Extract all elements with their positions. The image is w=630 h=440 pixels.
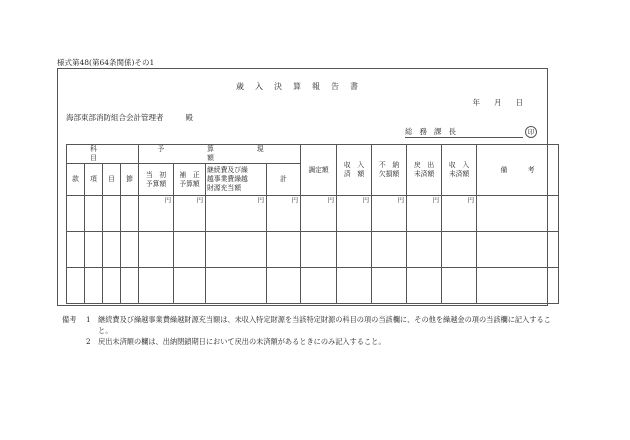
header-funou-kesson: 不 納 欠損額 — [372, 145, 407, 196]
header-kou: 項 — [85, 164, 103, 196]
yen-unit: 円 — [267, 196, 301, 232]
cell — [103, 196, 121, 232]
cell — [407, 268, 442, 304]
addressee-line — [66, 112, 193, 123]
report-frame — [57, 68, 548, 306]
date-line — [473, 97, 524, 108]
cell — [477, 196, 559, 232]
header-kei: 計 — [267, 164, 301, 196]
table-row — [67, 268, 559, 304]
date-month-label: 月 — [494, 98, 502, 107]
cell — [67, 196, 85, 232]
header-tousho: 当 初 予算額 — [139, 164, 174, 196]
notes-label: 備考 — [62, 315, 77, 324]
cell — [121, 232, 139, 268]
cell — [121, 196, 139, 232]
note-number: 1 — [86, 315, 91, 324]
header-moku: 目 — [103, 164, 121, 196]
note-text: 戻出未済額の欄は、出納閉鎖期日において戻出の未済額があるときにのみ記入すること。 — [98, 337, 386, 346]
cell — [267, 268, 301, 304]
cell — [121, 268, 139, 304]
header-keizoku: 継続費及び繰 越事業費繰越 財源充当額 — [206, 164, 267, 196]
note-text: 継続費及び繰越事業費繰越財源充当額は、未収入特定財源を当該特定財源の科目の項の当該欄に、その他を繰越金の項の当該欄に記入すること。 — [98, 315, 551, 335]
cell — [85, 268, 103, 304]
seal-icon: 印 — [525, 126, 537, 138]
cell — [372, 268, 407, 304]
signer-line — [405, 126, 537, 138]
cell — [174, 232, 206, 268]
note-item — [62, 314, 562, 336]
note-item — [62, 336, 562, 347]
notes-section — [62, 314, 562, 347]
header-choutei: 調定額 — [301, 145, 337, 196]
cell — [442, 232, 477, 268]
yen-unit: 円 — [174, 196, 206, 232]
yen-unit: 円 — [407, 196, 442, 232]
cell — [407, 232, 442, 268]
cell — [267, 232, 301, 268]
cell — [442, 268, 477, 304]
cell — [477, 268, 559, 304]
settlement-table — [66, 144, 559, 304]
cell — [301, 232, 337, 268]
header-bikou: 備 考 — [477, 145, 559, 196]
cell — [139, 268, 174, 304]
date-day-label: 日 — [515, 98, 523, 107]
report-title: 歳入決算報告書 — [236, 82, 369, 91]
yen-unit: 円 — [206, 196, 267, 232]
addressee-name: 海部東部消防組合会計管理者 — [66, 113, 164, 122]
table-row — [67, 232, 559, 268]
header-modoshi-mizai: 戻 出 未済額 — [407, 145, 442, 196]
cell — [337, 268, 372, 304]
header-setsu: 節 — [121, 164, 139, 196]
yen-unit: 円 — [442, 196, 477, 232]
cell — [103, 268, 121, 304]
cell — [372, 232, 407, 268]
cell — [301, 268, 337, 304]
table-row — [67, 196, 559, 232]
cell — [67, 268, 85, 304]
form-number: 様式第48(第64条関係)その1 — [57, 58, 155, 67]
cell — [103, 232, 121, 268]
header-kamoku: 科 目 — [67, 145, 139, 164]
header-kan: 款 — [67, 164, 85, 196]
note-number: 2 — [86, 337, 91, 346]
cell — [67, 232, 85, 268]
header-yosan-gengaku: 予 算 現 額 — [139, 145, 301, 164]
header-shuunyuu-zumi: 収 入 済 額 — [337, 145, 372, 196]
cell — [477, 232, 559, 268]
cell — [206, 268, 267, 304]
yen-unit: 円 — [301, 196, 337, 232]
cell — [206, 232, 267, 268]
cell — [337, 232, 372, 268]
cell — [174, 268, 206, 304]
yen-unit: 円 — [139, 196, 174, 232]
header-hosei: 補 正 予算額 — [174, 164, 206, 196]
date-year-label: 年 — [472, 98, 480, 107]
header-shuunyuu-mizai: 収 入 未済額 — [442, 145, 477, 196]
cell — [139, 232, 174, 268]
yen-unit: 円 — [337, 196, 372, 232]
signer-label: 総務課長 — [405, 126, 523, 138]
cell — [85, 196, 103, 232]
cell — [85, 232, 103, 268]
yen-unit: 円 — [372, 196, 407, 232]
addressee-honorific: 殿 — [185, 113, 193, 122]
